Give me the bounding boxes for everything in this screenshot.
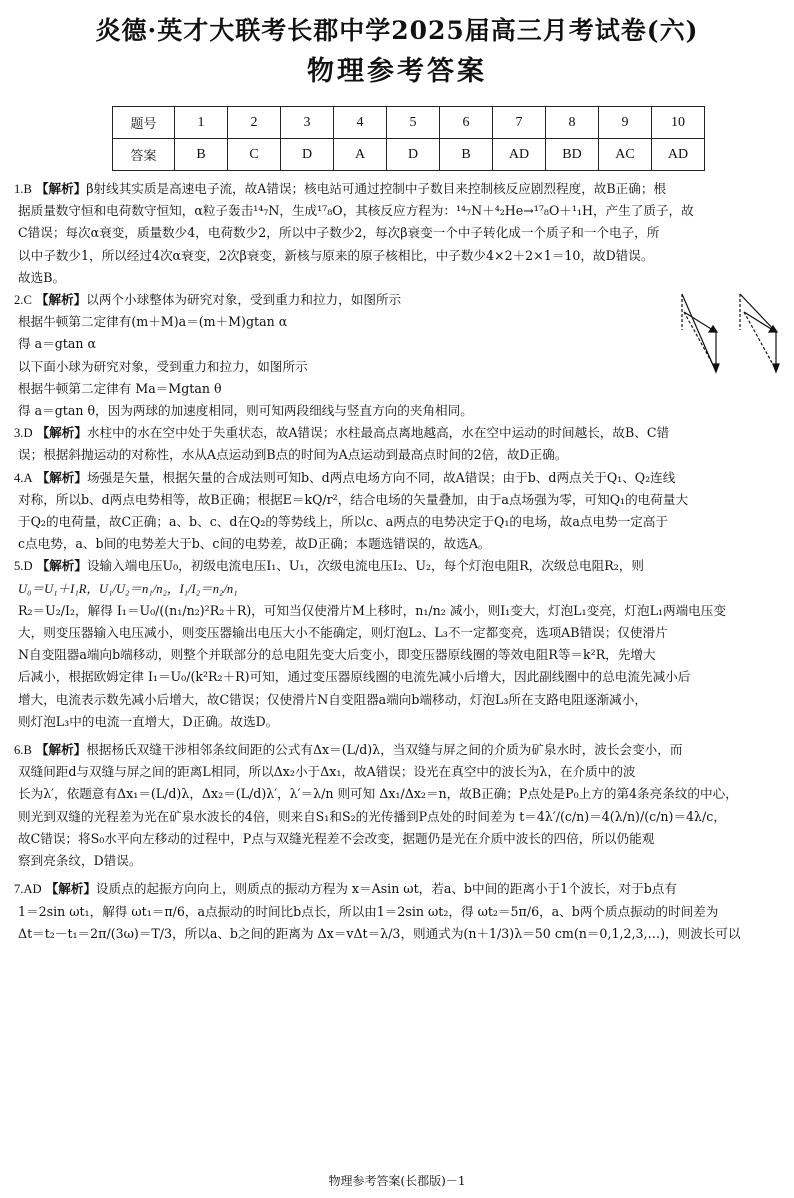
answer-table-answer-row (113, 139, 705, 171)
text-line: 以两个小球整体为研究对象，受到重力和拉力，如图所示 (86, 292, 402, 308)
exam-title: 炎德·英才大联考长郡中学2025届高三月考试卷(六) (95, 16, 699, 45)
text-line: 则灯泡L₃中的电流一直增大，D正确。故选D。 (18, 713, 279, 729)
equation-line: U₀＝U₁＋I₁R，U₁/U₂＝n₁/n₂，I₁/I₂＝n₂/n₁ (18, 581, 238, 596)
question-number: 3.D (14, 426, 33, 441)
text-line: 双缝间距d与双缝与屏之间的距离L相同，所以Δx₂小于Δx₁，故A错误；设光在真空中的波长为λ，在介质中的波 (18, 764, 636, 780)
text-line: 于Q₂的电荷量，故C正确；a、b、c、d在Q₂的等势线上，所以c、a两点的电势决定于Q₁的电场，故a点电势一定高于 (18, 514, 669, 530)
question-2 (14, 289, 782, 422)
table-cell: 8 (546, 107, 599, 139)
table-cell: AD (652, 139, 705, 171)
table-cell: B (175, 139, 228, 171)
text-line: R₂＝U₂/I₂，解得 I₁＝U₀/((n₁/n₂)²R₂＋R)，可知当仅使滑片M上移时，n₁/n₂ 减小，则I₁变大，灯泡L₁变亮，灯泡L₁两端电压变 (18, 602, 726, 618)
text-line: 1＝2sin ωt₁，解得 ωt₁＝π/6，a点振动的时间比b点长，所以由1＝2sin ωt₂，得 ωt₂＝5π/6，a、b两个质点振动的时间差为 (18, 903, 719, 919)
analysis-tag: 【解析】 (45, 881, 97, 897)
table-cell: 2 (228, 107, 281, 139)
header (0, 14, 794, 92)
table-cell: 4 (334, 107, 387, 139)
text-line: 设质点的起振方向向上，则质点的振动方程为 x＝Asin ωt，若a、b中间的距离小于1个波长，对于b点有 (96, 881, 677, 897)
table-cell: 9 (599, 107, 652, 139)
question-3 (14, 422, 782, 466)
table-cell: 6 (440, 107, 493, 139)
text-line: 以下面小球为研究对象，受到重力和拉力，如图所示 (18, 358, 308, 374)
text-line: 后减小，根据欧姆定律 I₁＝U₀/(k²R₂＋R)可知，通过变压器原线圈的电流先减小后增大，因此副线圈中的总电流先减小后 (18, 669, 691, 685)
question-number: 2.C (14, 293, 32, 308)
analysis-tag: 【解析】 (36, 425, 87, 441)
text-line: 根据牛顿第二定律有 Ma＝Mgtan θ (18, 380, 222, 396)
page-footer: 物理参考答案(长郡版)－1 (328, 1174, 466, 1188)
table-cell: 10 (652, 107, 705, 139)
analysis-tag: 【解析】 (36, 469, 87, 485)
text-line: 故C错误；将S₀水平向左移动的过程中，P点与双缝光程差不会改变，据题仍是光在介质中波长的四倍，所以仍能观 (18, 830, 655, 846)
table-cell: 5 (387, 107, 440, 139)
table-cell: D (387, 139, 440, 171)
text-line: 根据杨氏双缝干涉相邻条纹间距的公式有Δx＝(L/d)λ，当双缝与屏之间的介质为矿泉水时，波长会变小，而 (86, 742, 683, 758)
table-cell: B (440, 139, 493, 171)
question-number: 6.B (14, 743, 32, 758)
question-5 (14, 555, 782, 733)
question-7 (14, 878, 782, 945)
answer-table (112, 106, 705, 171)
question-4 (14, 467, 782, 556)
table-cell: BD (546, 139, 599, 171)
text-line: 据质量数守恒和电荷数守恒知，α粒子轰击¹⁴₇N，生成¹⁷₈O，其核反应方程为：¹⁴₇N＋⁴₂He→¹⁷₈O＋¹₁H，产生了质子，故 (18, 203, 694, 219)
text-line: 水柱中的水在空中处于失重状态，故A错误；水柱最高点离地越高，水在空中运动的时间越长，故B、C错 (86, 425, 670, 441)
text-line: 得 a＝gtan α (18, 336, 96, 352)
answer-table-number-row (113, 107, 705, 139)
text-line: 设输入端电压U₀，初级电流电压I₁、U₁，次级电流电压I₂、U₂，每个灯泡电阻R，次级总电阻R₂，则 (86, 558, 644, 574)
table-cell: A (334, 139, 387, 171)
analysis-tag: 【解析】 (35, 292, 87, 308)
text-line: c点电势，a、b间的电势差大于b、c间的电势差，故D正确；本题选错误的，故选A。 (18, 536, 491, 552)
text-line: 故选B。 (18, 269, 66, 285)
question-1 (14, 178, 782, 289)
question-6 (14, 739, 782, 872)
row-label-number: 题号 (113, 107, 175, 139)
question-number: 4.A (14, 470, 33, 485)
text-line: Δt＝t₂－t₁＝2π/(3ω)＝T/3，所以a、b之间的距离为 Δx＝vΔt＝λ/3，则通式为(n＋1/3)λ＝50 cm(n＝0,1,2,3,…)，则波长可以 (18, 925, 741, 941)
text-line: C错误；每次α衰变，质量数少4，电荷数少2，所以中子数少2，每次β衰变一个中子转化成一个质子和一个电子，所 (18, 225, 660, 241)
text-line: 根据牛顿第二定律有(m＋M)a＝(m＋M)gtan α (18, 314, 288, 330)
text-line: 对称，所以b、d两点电势相等，故B正确；根据E＝kQ/r²，结合电场的矢量叠加，由于a点场强为零，可知Q₁的电荷量大 (18, 491, 689, 507)
question-number: 1.B (14, 182, 32, 196)
answer-title: 物理参考答案 (307, 56, 487, 87)
table-cell: AD (493, 139, 546, 171)
text-line: β射线其实质是高速电子流，故A错误；核电站可通过控制中子数目来控制核反应剧烈程度，故B正确；根 (86, 181, 667, 196)
table-cell: 7 (493, 107, 546, 139)
row-label-answer: 答案 (113, 139, 175, 171)
solutions (14, 178, 782, 945)
text-line: 察到亮条纹，D错误。 (18, 853, 142, 869)
table-cell: C (228, 139, 281, 171)
analysis-tag: 【解析】 (35, 181, 87, 196)
text-line: 误；根据斜抛运动的对称性，水从A点运动到B点的时间为A点运动到最高点时间的2倍，故D正确。 (18, 447, 568, 463)
analysis-tag: 【解析】 (35, 742, 87, 758)
table-cell: AC (599, 139, 652, 171)
table-cell: 1 (175, 107, 228, 139)
text-line: 场强是矢量，根据矢量的合成法则可知b、d两点电场方向不同，故A错误；由于b、d两点关于Q₁、Q₂连线 (86, 469, 676, 485)
table-cell: 3 (281, 107, 334, 139)
text-line: 则光到双缝的光程差为光在矿泉水波长的4倍，则来自S₁和S₂的光传播到P点处的时间差为 t＝4λ′/(c/n)＝4(λ/n)/(c/n)＝4λ/c， (18, 808, 726, 824)
table-cell: D (281, 139, 334, 171)
text-line: 以中子数少1，所以经过4次α衰变，2次β衰变，新核与原来的原子核相比，中子数少4×2＋2×1＝10，故D错误。 (18, 247, 654, 263)
text-line: 增大，电流表示数先减小后增大，故C错误；仅使滑片N自变阻器a端向b端移动，灯泡L₃所在支路电阻逐渐减小， (18, 691, 647, 707)
analysis-tag: 【解析】 (36, 558, 87, 574)
question-number: 5.D (14, 559, 33, 574)
text-line: 长为λ′，依题意有Δx₁＝(L/d)λ，Δx₂＝(L/d)λ′，λ′＝λ/n 则可知 Δx₁/Δx₂＝n，故B正确；P点处是P₀上方的第4条亮条纹的中心， (18, 786, 738, 802)
text-line: 得 a＝gtan θ，因为两球的加速度相同，则可知两段细线与竖直方向的夹角相同。 (18, 403, 473, 419)
text-line: N自变阻器a端向b端移动，则整个并联部分的总电阻先变大后变小，即变压器原线圈的等效电阻R等＝k²R，先增大 (18, 647, 656, 663)
question-number: 7.AD (14, 882, 42, 897)
text-line: 大，则变压器输入电压减小，则变压器输出电压大小不能确定，则灯泡L₂、L₃不一定都变亮，选项AB错误；仅使滑片 (18, 625, 668, 641)
